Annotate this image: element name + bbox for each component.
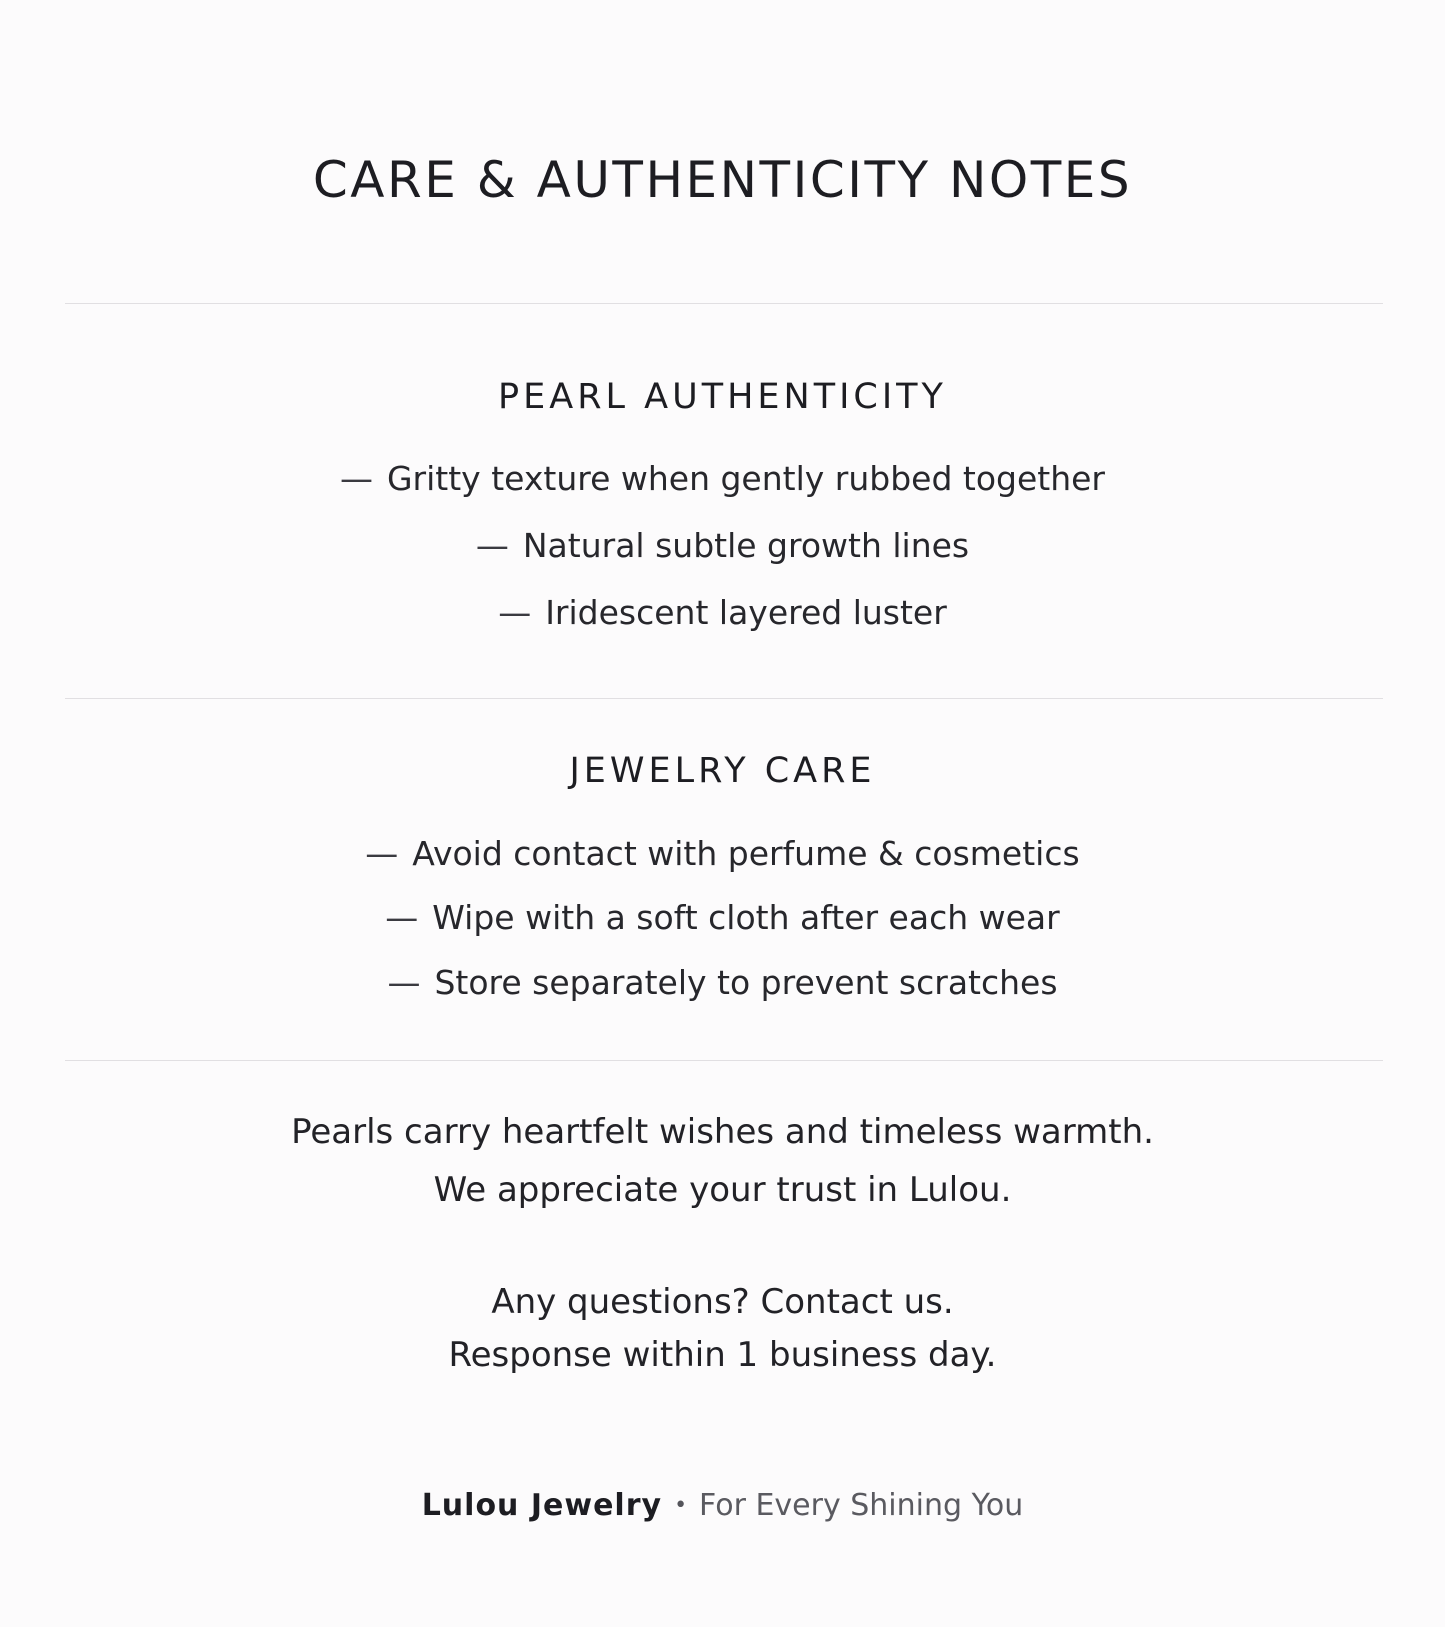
- list-item: — Wipe with a soft cloth after each wear: [385, 898, 1060, 937]
- footer-signature: [0, 1488, 1445, 1524]
- list-item: — Natural subtle growth lines: [475, 526, 970, 565]
- section-heading-jewelry-care: JEWELRY CARE: [569, 751, 876, 791]
- dash-icon: —: [498, 593, 532, 632]
- closing-message-line: We appreciate your trust in Lulou.: [433, 1170, 1012, 1210]
- page-title: CARE & AUTHENTICITY NOTES: [312, 151, 1133, 209]
- section-heading-pearl-authenticity: PEARL AUTHENTICITY: [498, 377, 947, 417]
- brand-tagline: For Every Shining You: [699, 1488, 1024, 1523]
- list-item: — Avoid contact with perfume & cosmetics: [365, 834, 1080, 873]
- dash-icon: —: [385, 898, 419, 937]
- list-item: — Store separately to prevent scratches: [387, 963, 1058, 1002]
- list-item: — Gritty texture when gently rubbed together: [339, 459, 1105, 498]
- closing-message-line: Pearls carry heartfelt wishes and timeless warmth.: [291, 1112, 1154, 1152]
- contact-message-line: Response within 1 business day.: [448, 1335, 997, 1375]
- divider: [65, 1060, 1383, 1061]
- dash-icon: —: [365, 834, 399, 873]
- dot-separator-icon: •: [674, 1493, 688, 1519]
- dash-icon: —: [475, 526, 509, 565]
- brand-name: Lulou Jewelry: [421, 1488, 663, 1523]
- divider: [65, 698, 1383, 699]
- contact-message-line: Any questions? Contact us.: [491, 1282, 954, 1322]
- list-item: — Iridescent layered luster: [498, 593, 947, 632]
- dash-icon: —: [339, 459, 373, 498]
- divider: [65, 303, 1383, 304]
- dash-icon: —: [387, 963, 421, 1002]
